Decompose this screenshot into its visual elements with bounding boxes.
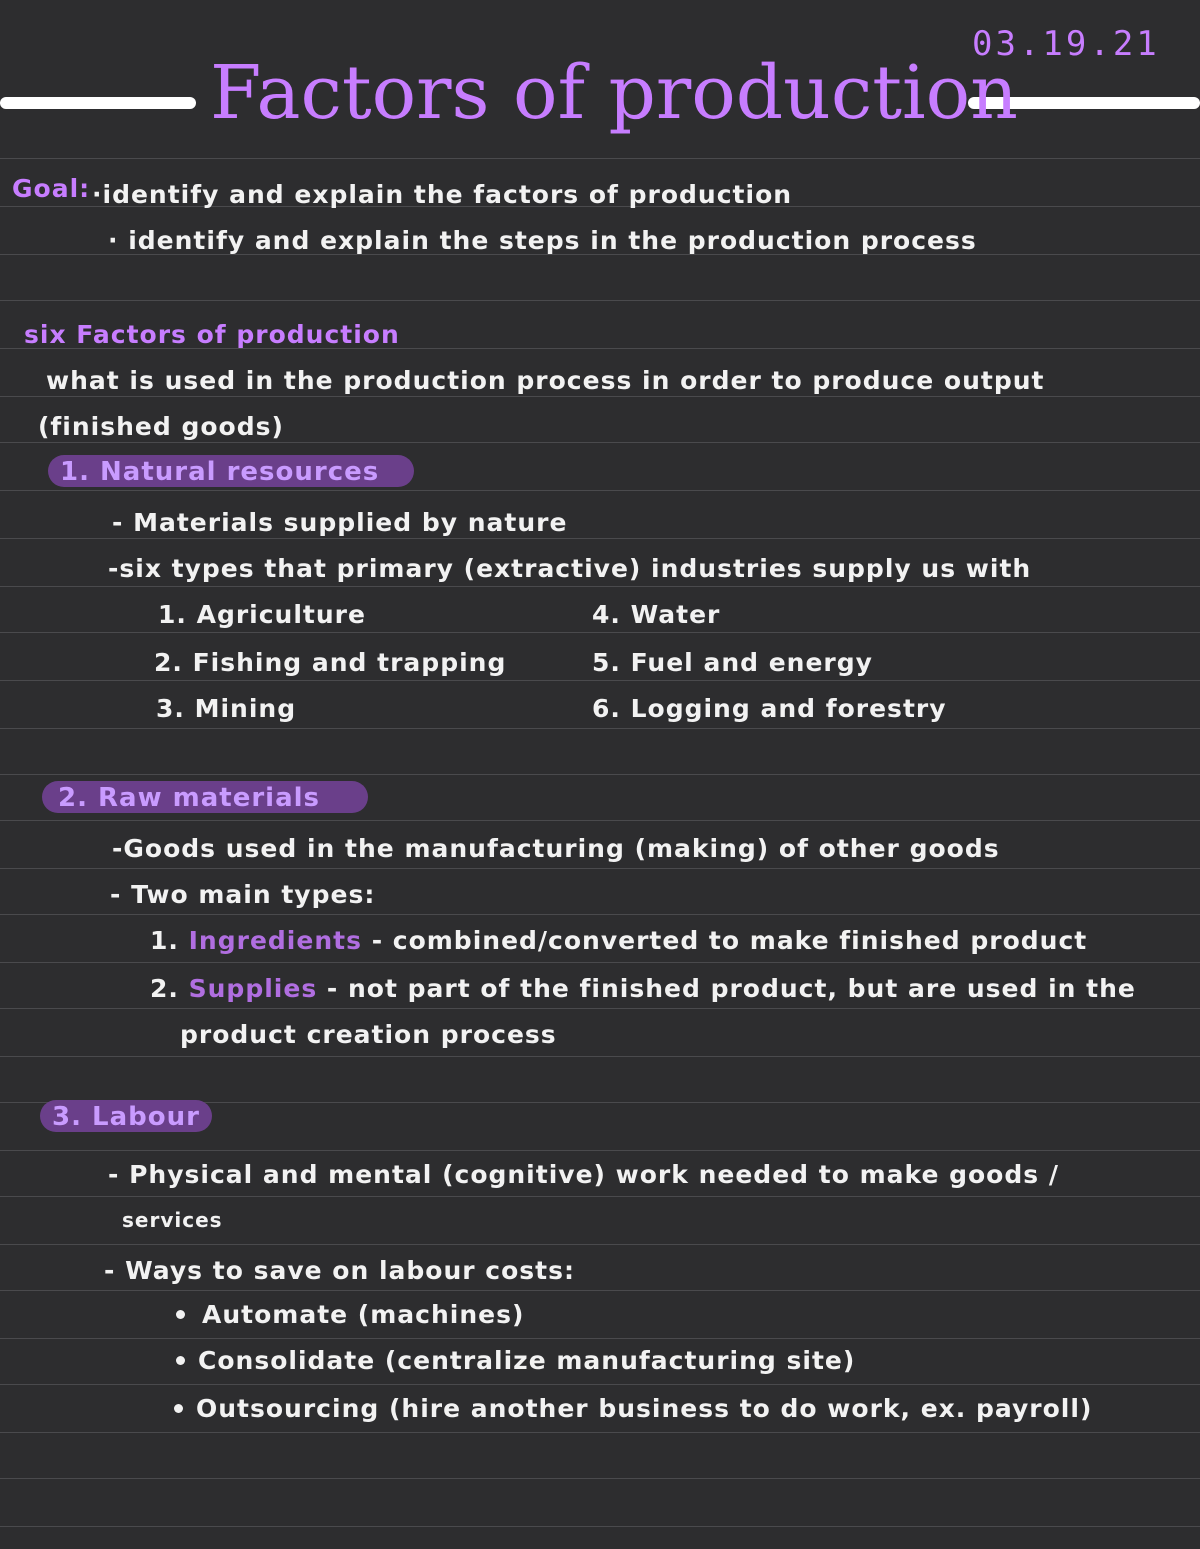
labour-item-1: Automate (machines) [202, 1300, 525, 1329]
natural-bullet-2: -six types that primary (extractive) industries supply us with [108, 554, 1032, 583]
raw-item-1-number: 1. [150, 926, 179, 955]
title-underline-left [0, 97, 196, 109]
raw-bullet-2: - Two main types: [110, 880, 376, 909]
natural-type-4: 4. Water [592, 600, 721, 629]
page-title: Factors of production [210, 50, 1018, 136]
bullet-dot [176, 1356, 185, 1365]
section-intro-line-2: (finished goods) [38, 412, 284, 441]
raw-item-2-text: - not part of the finished product, but are used in the [326, 974, 1136, 1003]
raw-item-2-continued: product creation process [180, 1020, 557, 1049]
labour-bullet-2: - Ways to save on labour costs: [104, 1256, 576, 1285]
natural-bullet-1: - Materials supplied by nature [112, 508, 568, 537]
labour-heading: 3. Labour [52, 1102, 200, 1132]
labour-bullet-1: - Physical and mental (cognitive) work needed to make goods / [108, 1160, 1059, 1189]
raw-item-1-term: Ingredients [188, 926, 362, 955]
natural-type-2: 2. Fishing and trapping [154, 648, 507, 677]
labour-item-2: Consolidate (centralize manufacturing site) [198, 1346, 856, 1375]
raw-bullet-1: -Goods used in the manufacturing (making) of other goods [112, 834, 1000, 863]
raw-item-1-text: - combined/converted to make finished product [371, 926, 1088, 955]
raw-item-2-number: 2. [150, 974, 179, 1003]
labour-item-3: Outsourcing (hire another business to do work, ex. payroll) [196, 1394, 1093, 1423]
natural-type-1: 1. Agriculture [158, 600, 366, 629]
raw-heading: 2. Raw materials [58, 783, 321, 813]
natural-type-3: 3. Mining [156, 694, 297, 723]
section-intro-line-1: what is used in the production process in order to produce output [46, 366, 1045, 395]
bullet-dot [174, 1404, 183, 1413]
goal-line-2: · identify and explain the steps in the production process [108, 226, 977, 255]
raw-item-2 [150, 974, 1136, 1003]
goal-line-1: ·identify and explain the factors of production [92, 180, 793, 209]
labour-bullet-1-continued: services [122, 1208, 223, 1232]
raw-item-1 [150, 926, 1087, 955]
section-heading: six Factors of production [24, 320, 400, 349]
natural-heading: 1. Natural resources [60, 457, 380, 487]
raw-item-2-term: Supplies [188, 974, 318, 1003]
natural-type-5: 5. Fuel and energy [592, 648, 873, 677]
goal-label: Goal: [12, 174, 91, 203]
natural-type-6: 6. Logging and forestry [592, 694, 947, 723]
note-date: 03.19.21 [972, 24, 1160, 64]
bullet-dot [176, 1310, 185, 1319]
